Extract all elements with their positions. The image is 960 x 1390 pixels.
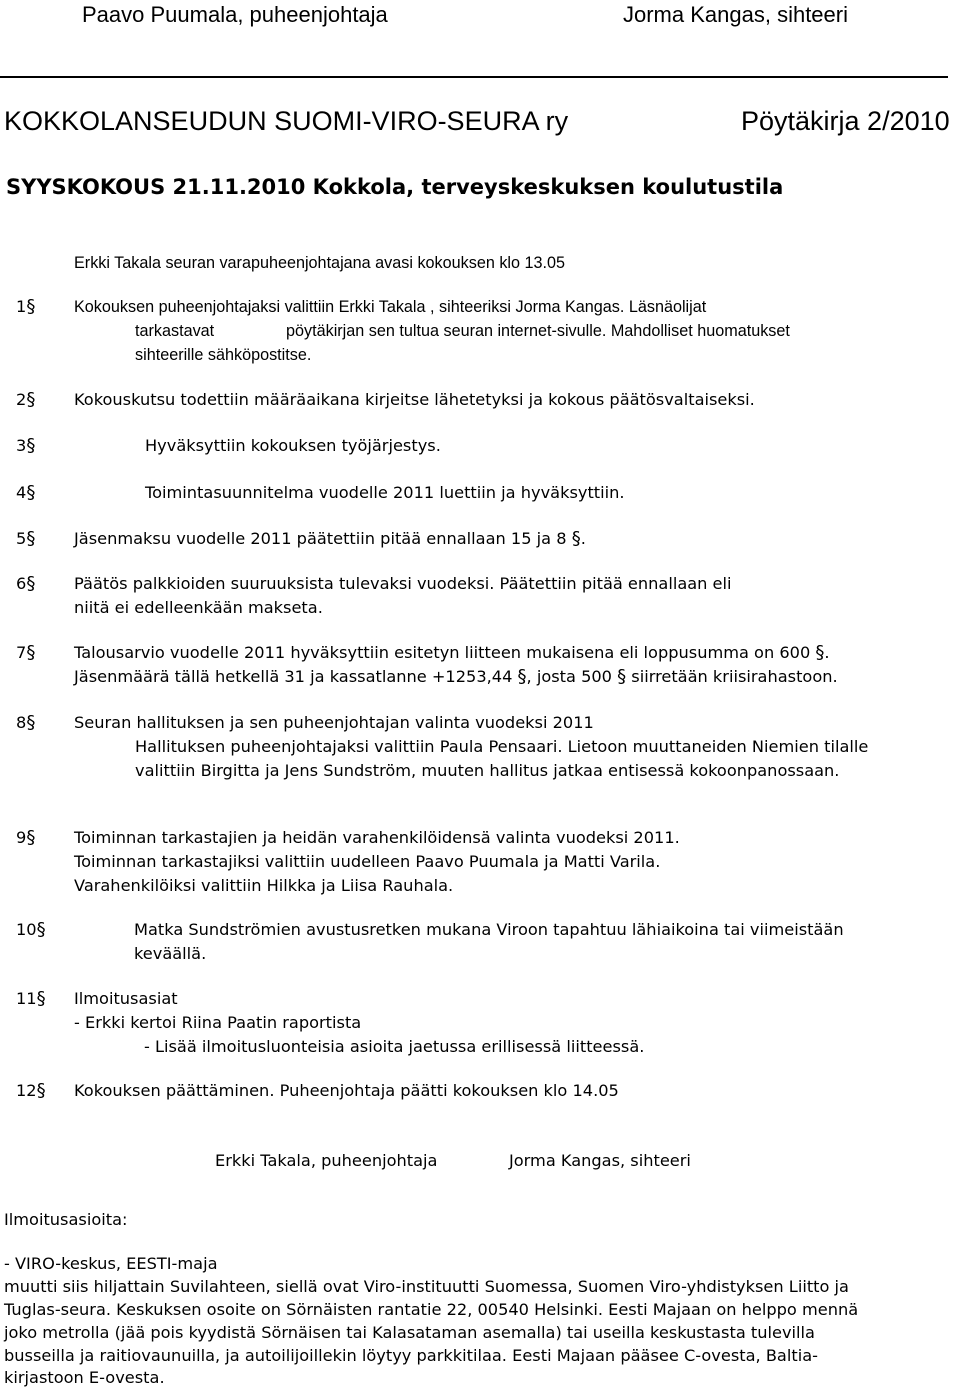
item-number: 12§: [16, 1080, 46, 1101]
item-2-text: Kokouskutsu todettiin määräaikana kirjeitse lähetetyksi ja kokous päätösvaltaiseksi.: [74, 390, 755, 409]
item-number: 8§: [16, 712, 36, 733]
item-10-text: keväällä.: [134, 944, 207, 963]
item-number: 11§: [16, 988, 46, 1009]
item-number: 5§: [16, 528, 36, 549]
announcement-line: joko metrolla (jää pois kyydistä Sörnäisen tai Kalasataman asemalla) tai useilla keskustasta tulevilla: [4, 1323, 815, 1342]
item-6-text: niitä ei edelleenkään makseta.: [74, 598, 323, 617]
currency-symbol: §: [571, 528, 581, 549]
item-8-text: Hallituksen puheenjohtajaksi valittiin Paula Pensaari. Lietoon muuttaneiden Niemien tilalle: [135, 737, 869, 756]
item-number: 1§: [16, 296, 36, 317]
currency-symbol: §: [517, 666, 527, 687]
item-4-text: Toimintasuunnitelma vuodelle 2011 luettiin ja hyväksyttiin.: [145, 483, 625, 502]
item-1-text: Kokouksen puheenjohtajaksi valittiin Erkki Takala , sihteeriksi Jorma Kangas. Läsnäolijat: [74, 298, 707, 316]
item-12-text: Kokouksen päättäminen. Puheenjohtaja päätti kokouksen klo 14.05: [74, 1081, 619, 1100]
item-11-text: - Erkki kertoi Riina Paatin raportista: [74, 1013, 362, 1032]
announcement-line: muutti siis hiljattain Suvilahteen, siellä ovat Viro-instituutti Suomessa, Suomen Viro-yhdistyksen Liitto ja: [4, 1277, 849, 1296]
signature-secretary: Jorma Kangas, sihteeri: [509, 1151, 691, 1170]
announcement-line: Tuglas-seura. Keskuksen osoite on Sörnäisten rantatie 22, 00540 Helsinki. Eesti Majaan on helppo mennä: [4, 1300, 859, 1319]
announcement-line: - VIRO-keskus, EESTI-maja: [4, 1254, 218, 1273]
announcements-heading: Ilmoitusasioita:: [4, 1210, 128, 1229]
item-1-text: pöytäkirjan sen tultua seuran internet-sivulle. Mahdolliset huomatukset: [286, 322, 790, 340]
item-number: 3§: [16, 435, 36, 456]
intro-text: Erkki Takala seuran varapuheenjohtajana avasi kokouksen klo 13.05: [74, 254, 566, 272]
header-divider: [0, 76, 948, 78]
announcement-line: kirjastoon E-ovesta.: [4, 1368, 165, 1387]
item-number: 10§: [16, 919, 46, 940]
item-number: 7§: [16, 642, 36, 663]
item-9-text: Varahenkilöiksi valittiin Hilkka ja Liisa Rauhala.: [74, 876, 454, 895]
item-11-text: Ilmoitusasiat: [74, 989, 178, 1008]
header-chairman: Paavo Puumala, puheenjohtaja: [82, 2, 388, 27]
announcement-line: busseilla ja raitiovaunuilla, ja autoilijoillekin löytyy parkkitilaa. Eesti Majaan pääsee C-ovesta, Baltia-: [4, 1346, 818, 1365]
item-11-text: - Lisää ilmoitusluonteisia asioita jaetussa erillisessä liitteessä.: [144, 1037, 645, 1056]
document-number: Pöytäkirja 2/2010: [741, 106, 950, 136]
organization-name: KOKKOLANSEUDUN SUOMI-VIRO-SEURA ry: [4, 106, 569, 136]
currency-symbol: §: [815, 642, 825, 663]
item-1-text: sihteerille sähköpostitse.: [135, 346, 312, 364]
meeting-title: SYYSKOKOUS 21.11.2010 Kokkola, terveyskeskuksen koulutustila: [6, 175, 784, 199]
item-number: 9§: [16, 827, 36, 848]
item-9-text: Toiminnan tarkastajien ja heidän varahenkilöidensä valinta vuodeksi 2011.: [74, 828, 680, 847]
item-7-text: Jäsenmäärä tällä hetkellä 31 ja kassatlanne +1253,44 §, josta 500 § siirretään kriisirahastoon.: [74, 666, 838, 687]
item-10-text: Matka Sundströmien avustusretken mukana Viroon tapahtuu lähiaikoina tai viimeistään: [134, 920, 844, 939]
item-3-text: Hyväksyttiin kokouksen työjärjestys.: [145, 436, 441, 455]
header-secretary: Jorma Kangas, sihteeri: [623, 2, 848, 27]
item-number: 4§: [16, 482, 36, 503]
item-5-text: Jäsenmaksu vuodelle 2011 päätettiin pitää ennallaan 15 ja 8 §.: [74, 528, 586, 549]
item-7-text: Talousarvio vuodelle 2011 hyväksyttiin esitetyn liitteen mukaisena eli loppusumma on 600 §.: [74, 642, 830, 663]
item-8-text: valittiin Birgitta ja Jens Sundström, muuten hallitus jatkaa entisessä kokoonpanossaan.: [135, 761, 840, 780]
currency-symbol: §: [617, 666, 627, 687]
item-number: 6§: [16, 573, 36, 594]
item-6-text: Päätös palkkioiden suuruuksista tulevaksi vuodeksi. Päätettiin pitää ennallaan eli: [74, 574, 732, 593]
item-number: 2§: [16, 389, 36, 410]
item-9-text: Toiminnan tarkastajiksi valittiin uudelleen Paavo Puumala ja Matti Varila.: [74, 852, 661, 871]
signature-chairman: Erkki Takala, puheenjohtaja: [215, 1151, 438, 1170]
item-8-text: Seuran hallituksen ja sen puheenjohtajan valinta vuodeksi 2011: [74, 713, 594, 732]
item-1-text: tarkastavat: [135, 322, 215, 340]
